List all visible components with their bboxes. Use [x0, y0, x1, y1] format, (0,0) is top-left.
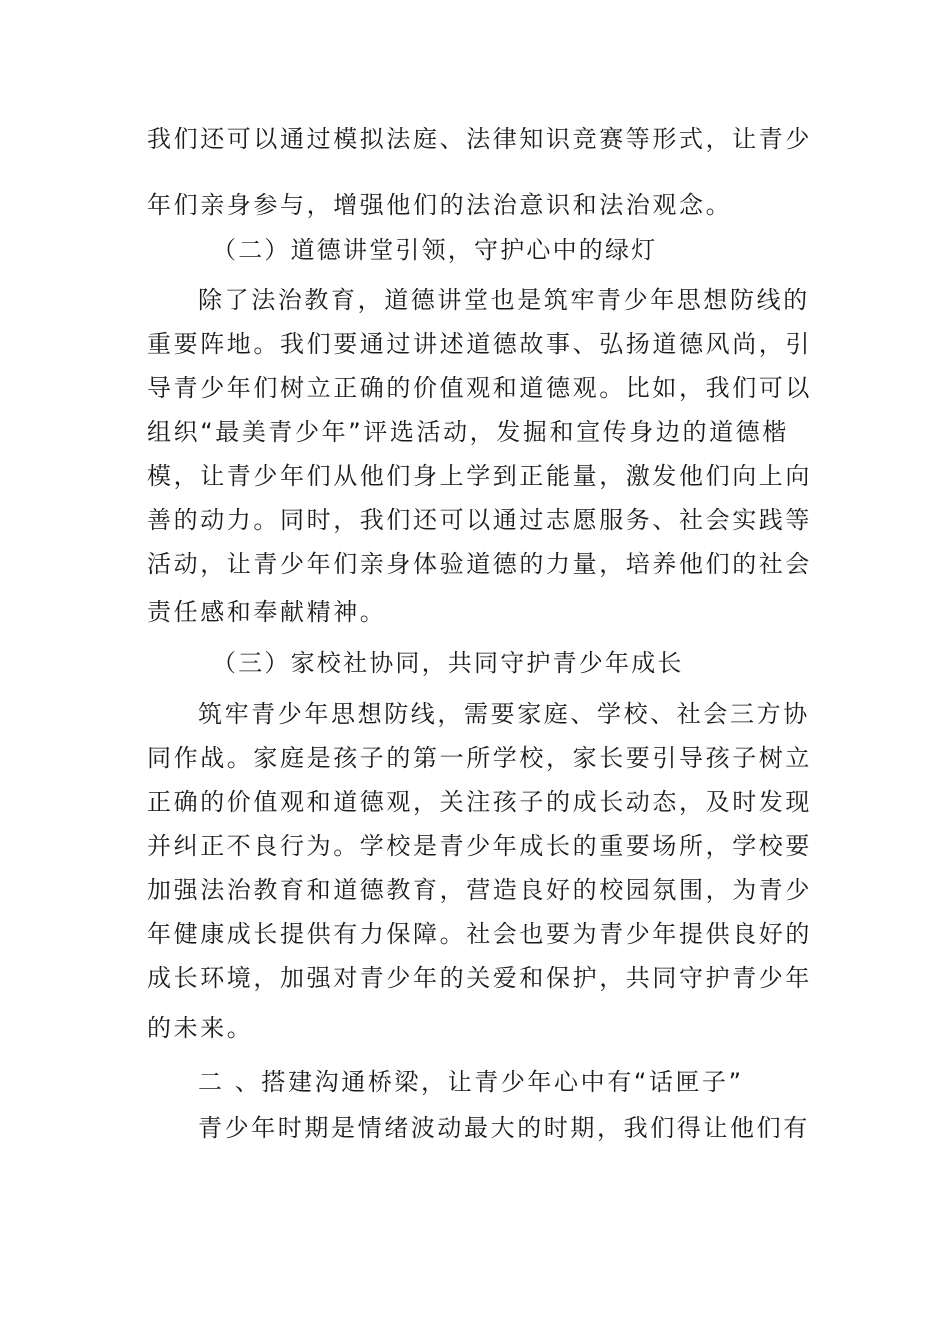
paragraph-line: 导青少年们树立正确的价值观和道德观。比如，我们可以: [147, 374, 812, 402]
section-heading: （三）家校社协同，共同守护青少年成长: [212, 649, 684, 677]
paragraph-line: 并纠正不良行为。学校是青少年成长的重要场所，学校要: [147, 832, 812, 860]
paragraph-line: 责任感和奉献精神。: [147, 598, 387, 626]
section-heading: （二）道德讲堂引领，守护心中的绿灯: [212, 236, 658, 264]
paragraph-line: 的未来。: [147, 1014, 254, 1042]
paragraph-line: 重要阵地。我们要通过讲述道德故事、弘扬道德风尚，引: [147, 330, 812, 358]
paragraph-line: 筑牢青少年思想防线，需要家庭、学校、社会三方协: [198, 700, 810, 728]
paragraph-line: 我们还可以通过模拟法庭、法律知识竞赛等形式，让青少: [147, 125, 812, 153]
paragraph-line: 成长环境，加强对青少年的关爱和保护，共同守护青少年: [147, 964, 812, 992]
paragraph-line: 正确的价值观和道德观，关注孩子的成长动态，及时发现: [147, 788, 812, 816]
section-heading: 二 、搭建沟通桥梁，让青少年心中有“话匣子”: [198, 1068, 744, 1096]
paragraph-line: 年健康成长提供有力保障。社会也要为青少年提供良好的: [147, 920, 812, 948]
paragraph-line: 年们亲身参与，增强他们的法治意识和法治观念。: [147, 191, 733, 219]
paragraph-line: 同作战。家庭是孩子的第一所学校，家长要引导孩子树立: [147, 744, 812, 772]
paragraph-line: 活动，让青少年们亲身体验道德的力量，培养他们的社会: [147, 550, 812, 578]
paragraph-line: 模，让青少年们从他们身上学到正能量，激发他们向上向: [147, 462, 812, 490]
paragraph-line: 除了法治教育，道德讲堂也是筑牢青少年思想防线的: [198, 286, 810, 314]
paragraph-line: 组织“最美青少年”评选活动，发掘和宣传身边的道德楷: [147, 418, 789, 446]
paragraph-line: 加强法治教育和道德教育，营造良好的校园氛围，为青少: [147, 876, 812, 904]
paragraph-line: 善的动力。同时，我们还可以通过志愿服务、社会实践等: [147, 506, 812, 534]
paragraph-line: 青少年时期是情绪波动最大的时期，我们得让他们有: [198, 1114, 810, 1142]
